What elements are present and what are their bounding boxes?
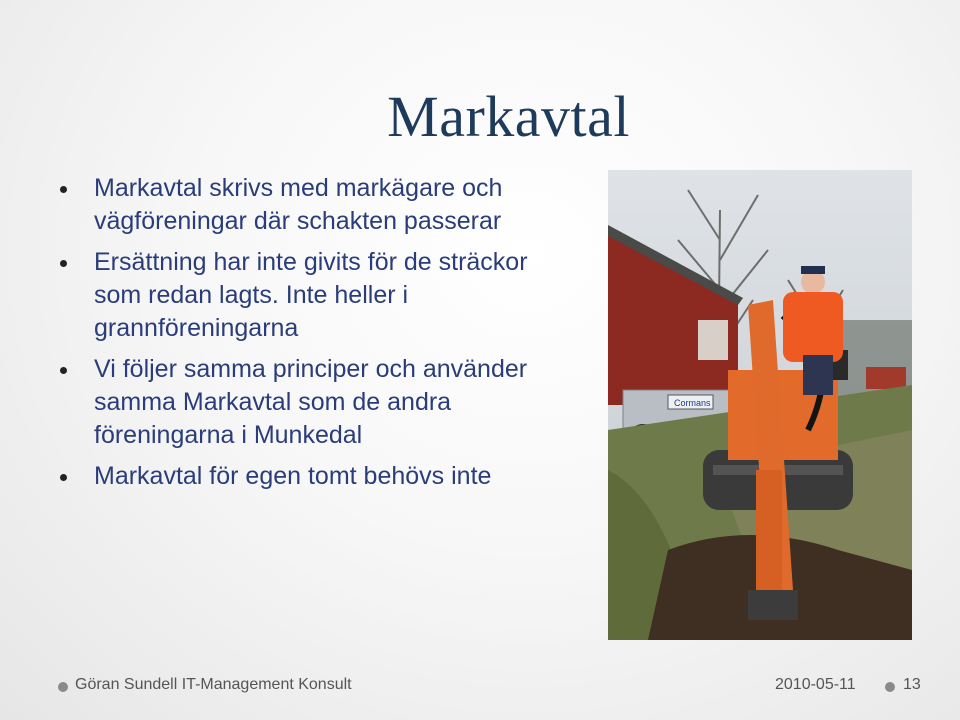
footer-page-number: 13 — [903, 676, 921, 693]
bullet-text: Ersättning har inte givits för de sträckor som redan lagts. Inte heller i grannföreningarna — [94, 248, 528, 342]
slide-title: Markavtal — [387, 84, 630, 149]
bullet-text: Vi följer samma principer och använder samma Markavtal som de andra föreningarna i Munkedal — [94, 355, 528, 449]
footer-author: Göran Sundell IT-Management Konsult — [75, 676, 352, 693]
bullet-item — [58, 460, 558, 493]
bullet-marker — [60, 367, 67, 374]
bullet-text: Markavtal för egen tomt behövs inte — [94, 462, 492, 490]
footer-separator-icon — [885, 682, 895, 692]
bullet-marker — [60, 474, 67, 481]
excavator-illustration — [608, 170, 912, 640]
excavator-photo — [608, 170, 912, 640]
bullet-marker — [60, 260, 67, 267]
bullet-list — [58, 172, 558, 501]
bullet-marker — [60, 186, 67, 193]
bullet-text: Markavtal skrivs med markägare och vägföreningar där schakten passerar — [94, 174, 503, 235]
footer-date: 2010-05-11 — [775, 676, 856, 693]
footer — [0, 676, 960, 700]
bullet-item — [58, 353, 558, 452]
footer-bullet-icon — [58, 682, 68, 692]
bullet-item — [58, 246, 558, 345]
bullet-item — [58, 172, 558, 238]
trailer-label: Cormans — [674, 398, 711, 408]
